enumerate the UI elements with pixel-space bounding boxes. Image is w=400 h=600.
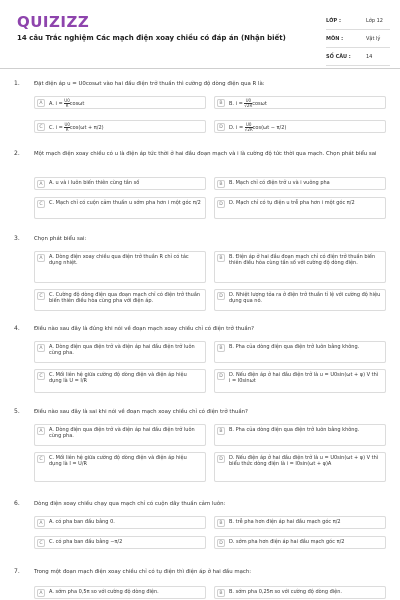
option-b[interactable] [214,341,386,363]
option-text [229,123,381,132]
question-text: Dòng điện xoay chiều chạy qua mạch chỉ có cuộn dây thuần cảm luôn: [34,501,226,507]
question-4 [0,325,400,405]
option-letter: A [37,344,45,352]
option-letter: A [37,99,45,107]
question-text: Điều nào sau đây là đúng khi nói về đoạn mạch xoay chiều chỉ có điện trở thuần? [34,326,254,332]
option-b[interactable] [214,251,386,283]
option-b[interactable] [214,177,386,190]
question-number: 4. [14,325,20,332]
option-text: C. Mạch chỉ có cuộn cảm thuần u sớm pha hơn i một góc π/2 [49,200,201,206]
meta-info [326,12,390,66]
meta-value: Vật lý [366,35,381,42]
option-prefix: C. i = [49,125,65,131]
option-letter: D [217,539,225,547]
question-1 [0,80,400,140]
option-c[interactable] [34,369,206,393]
option-text: A. u và i luôn biến thiên cùng tần số [49,180,140,186]
meta-row-count [326,48,390,66]
option-c[interactable] [34,536,206,549]
option-a[interactable] [34,341,206,363]
question-text: Điều nào sau đây là sai khi nói về đoạn mạch xoay chiều chỉ có điện trở thuần? [34,409,248,415]
option-d[interactable] [214,197,386,219]
fraction-numerator: U0 [64,98,70,103]
option-b[interactable] [214,96,386,109]
option-a[interactable] [34,251,206,283]
option-suffix: cos(ωt + π/2) [69,125,104,131]
option-text: A. có pha ban đầu bằng 0. [49,519,115,525]
option-text [49,99,201,108]
question-text: Đặt điện áp u = U0cosωt vào hai đầu điện trở thuần thì cường độ dòng điện qua R là: [34,81,265,87]
option-letter: A [37,589,45,597]
option-letter: D [217,455,225,463]
option-text: A. sớm pha 0,5π so với cường độ dòng điện. [49,589,159,595]
option-letter: C [37,372,45,380]
option-a[interactable] [34,177,206,190]
option-text: A. Dòng điện qua điện trở và điện áp hai đầu điện trở luôn cùng pha. [49,427,195,440]
option-letter: B [217,254,225,262]
question-number: 6. [14,500,20,507]
question-text: Một mạch điện xoay chiều có u là điện áp tức thời ở hai đầu đoạn mạch và i là cường độ tức thời qua mạch. Chọn phát biểu sai [34,151,377,157]
option-text: A. Dòng điện xoay chiều qua điện trở thuần R chỉ có tác dụng nhiệt. [49,254,189,267]
fraction-denominator: √2R [244,103,253,108]
option-a[interactable] [34,586,206,599]
meta-row-class [326,12,390,30]
fraction-denominator: R [65,103,69,108]
option-c[interactable] [34,452,206,482]
option-letter: C [37,539,45,547]
option-text [229,99,381,108]
option-letter: C [37,292,45,300]
option-text: C. Cường độ dòng điện qua đoạn mạch chỉ có điện trở thuần biến thiên điều hòa cùng pha với điện áp. [49,292,201,305]
option-prefix: D. i = [229,125,245,131]
option-b[interactable] [214,586,386,599]
option-text: D. Mạch chỉ có tụ điện u trễ pha hơn i một góc π/2 [229,200,355,206]
question-number: 3. [14,235,20,242]
meta-label: MÔN : [326,35,344,42]
option-text: B. trễ pha hơn điện áp hai đầu mạch góc π/2 [229,519,341,525]
question-3 [0,235,400,320]
option-text: D. sớm pha hơn điện áp hai đầu mạch góc π/2 [229,539,345,545]
quizizz-logo: QUIZIZZ [17,13,90,31]
option-letter: D [217,200,225,208]
fraction-denominator: √2R [244,127,253,132]
question-number: 5. [14,408,20,415]
option-c[interactable] [34,197,206,219]
option-a[interactable] [34,516,206,529]
option-text [49,123,201,132]
option-letter: C [37,123,45,131]
option-letter: B [217,427,225,435]
option-b[interactable] [214,516,386,529]
fraction-numerator: U0 [245,122,252,127]
option-letter: B [217,180,225,188]
meta-label: LỚP : [326,17,341,24]
option-text: D. Nếu điện áp ở hai đầu điện trở là u = U0sin(ωt + φ) V thì i = I0sinωt [229,372,379,385]
option-text: C. có pha ban đầu bằng −π/2 [49,539,123,545]
option-d[interactable] [214,536,386,549]
option-text: B. Pha của dòng điện qua điện trở luôn bằng không. [229,427,360,433]
option-prefix: A. i = [49,101,65,107]
meta-value: Lớp 12 [366,17,383,24]
option-text: B. Điện áp ở hai đầu đoạn mạch chỉ có điện trở thuần biến thiên điều hòa cùng tần số với cường độ dòng điện. [229,254,376,267]
option-letter: A [37,254,45,262]
option-text: B. sớm pha 0,25π so với cường độ dòng điện. [229,589,343,595]
question-number: 2. [14,150,20,157]
option-c[interactable] [34,289,206,311]
meta-value: 14 [366,53,373,60]
option-text: B. Mạch chỉ có điện trở u và i vuông pha [229,180,330,186]
meta-row-subject [326,30,390,48]
option-letter: C [37,200,45,208]
option-letter: B [217,344,225,352]
fraction-denominator: R [65,127,69,132]
page-title: 14 câu Trắc nghiệm Các mạch điện xoay chiều có đáp án (Nhận biết) [17,34,286,42]
header-divider [0,68,400,69]
option-letter: D [217,292,225,300]
question-text: Chọn phát biểu sai: [34,236,87,242]
meta-label: SỐ CÂU : [326,53,351,60]
fraction-numerator: U0 [64,122,70,127]
option-prefix: B. i = [229,101,245,107]
option-letter: B [217,589,225,597]
option-d[interactable] [214,452,386,482]
option-letter: C [37,455,45,463]
question-6 [0,500,400,562]
option-text: B. Pha của dòng điện qua điện trở luôn bằng không. [229,344,360,350]
option-suffix: cosωt [252,101,267,107]
question-number: 7. [14,568,20,575]
question-5 [0,408,400,498]
question-2 [0,150,400,225]
option-b[interactable] [214,424,386,446]
option-a[interactable] [34,424,206,446]
option-text: D. Nếu điện áp ở hai đầu điện trở là u = U0sin(ωt + φ) V thì biểu thức dòng điện là i = I0sin(ωt + φ)A [229,455,379,468]
question-number: 1. [14,80,20,87]
fraction [245,123,253,132]
option-letter: D [217,123,225,131]
option-d[interactable] [214,369,386,393]
question-7 [0,568,400,600]
option-letter: A [37,427,45,435]
option-text: A. Dòng điện qua điện trở và điện áp hai đầu điện trở luôn cùng pha. [49,344,195,357]
option-text: C. Mối liên hệ giữa cường độ dòng điện và điện áp hiệu dụng là I = U/R [49,455,187,468]
option-suffix: cosωt [69,101,85,107]
option-d[interactable] [214,289,386,311]
option-a[interactable] [34,96,206,109]
option-d[interactable] [214,120,386,133]
option-c[interactable] [34,120,206,133]
option-letter: B [217,519,225,527]
option-letter: A [37,180,45,188]
option-text: D. Nhiệt lượng tỏa ra ở điện trở thuần tỉ lệ với cường độ hiệu dụng qua nó. [229,292,381,305]
fraction-numerator: U0 [245,98,252,103]
option-suffix: cos(ωt − π/2) [252,125,287,131]
question-text: Trong một đoạn mạch điện xoay chiều chỉ có tụ điện thì điện áp ở hai đầu mạch: [34,569,252,575]
option-letter: B [217,99,225,107]
option-letter: A [37,519,45,527]
option-text: C. Mối liên hệ giữa cường độ dòng điện và điện áp hiệu dụng là U = I/R [49,372,187,385]
option-letter: D [217,372,225,380]
